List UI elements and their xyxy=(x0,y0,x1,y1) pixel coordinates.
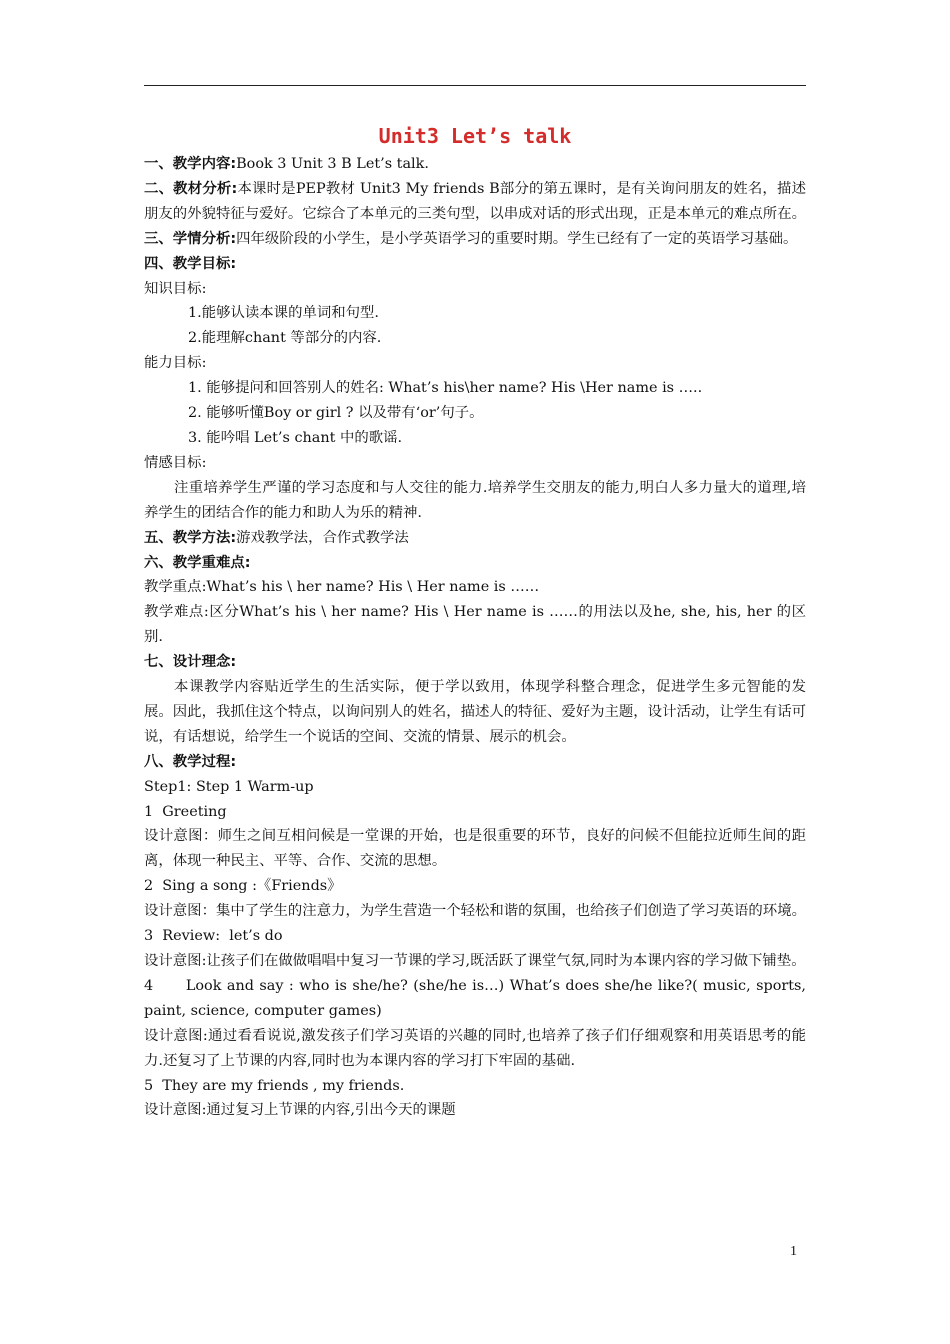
page-number: 1 xyxy=(790,1244,797,1259)
process-line: 设计意图:通过看看说说,激发孩子们学习英语的兴趣的同时,也培养了孩子们仔细观察和用英语思考的能力.还复习了上节课的内容,同时也为本课内容的学习打下牢固的基础. xyxy=(144,1027,806,1069)
process-line: 设计意图:让孩子们在做做唱唱中复习一节课的学习,既活跃了课堂气氛,同时为本课内容的学习做下铺垫。 xyxy=(144,953,806,969)
emotion-goals-label: 情感目标: xyxy=(144,454,207,471)
section-text: 四年级阶段的小学生，是小学英语学习的重要时期。学生已经有了一定的英语学习基础。 xyxy=(236,230,798,247)
process-line: 设计意图：集中了学生的注意力，为学生营造一个轻松和谐的氛围，也给孩子们创造了学习英语的环境。 xyxy=(144,903,806,920)
process-line: 5 They are my friends , my friends. xyxy=(144,1077,405,1094)
ability-goal-item: 1. 能够提问和回答别人的姓名: What’s his\her name? His \Her name is ….. xyxy=(188,380,707,397)
ability-goal-item: 3. 能吟唱 Let’s chant 中的歌谣. xyxy=(188,429,403,446)
section-content xyxy=(144,152,806,177)
process-line: 2 Sing a song :《Friends》 xyxy=(144,878,342,895)
process-line: 1 Greeting xyxy=(144,803,227,820)
section-methods xyxy=(144,526,806,551)
ability-goals-label: 能力目标: xyxy=(144,355,207,372)
page-title: Unit3 Let’s talk xyxy=(378,124,572,148)
difficult-point-text: 教学难点:区分What’s his \ her name? His \ Her name is ……的用法以及he, she, his, her 的区别. xyxy=(144,604,806,646)
section-heading: 三、学情分析: xyxy=(144,230,237,247)
section-heading-process: 八、教学过程: xyxy=(144,753,237,770)
section-heading-goals: 四、教学目标: xyxy=(144,255,237,272)
section-heading-keypoints: 六、教学重难点: xyxy=(144,554,251,571)
document-body xyxy=(144,120,811,1123)
section-heading: 二、教材分析: xyxy=(144,180,238,197)
section-heading: 一、教学内容: xyxy=(144,156,237,172)
knowledge-goal-item: 1.能够认读本课的单词和句型. xyxy=(188,305,379,322)
header-rule xyxy=(144,85,806,86)
section-text: Book 3 Unit 3 B Let’s talk. xyxy=(236,156,429,172)
knowledge-goal-item: 2.能理解chant 等部分的内容. xyxy=(188,330,382,347)
section-students xyxy=(144,227,806,252)
knowledge-goals-label: 知识目标: xyxy=(144,280,207,297)
process-line: 设计意图：师生之间互相问候是一堂课的开始，也是很重要的环节，良好的问候不但能拉近师生间的距离，体现一种民主、平等、合作、交流的思想。 xyxy=(144,828,806,870)
process-line: 4 Look and say : who is she/he? (she/he is…) What’s does she/he like?( music, sports, paint, science, computer games) xyxy=(144,977,811,1019)
process-line: 3 Review: let’s do xyxy=(144,928,283,945)
section-heading-concept: 七、设计理念: xyxy=(144,654,237,671)
section-analysis xyxy=(144,177,806,227)
section-heading: 五、教学方法: xyxy=(144,529,237,546)
process-line: 设计意图:通过复习上节课的内容,引出今天的课题 xyxy=(144,1102,456,1119)
key-point-text: 教学重点:What’s his \ her name? His \ Her name is …… xyxy=(144,579,540,596)
process-line: Step1: Step 1 Warm-up xyxy=(144,778,314,795)
concept-text: 本课教学内容贴近学生的生活实际，便于学以致用，体现学科整合理念，促进学生多元智能的发展。因此，我抓住这个特点，以询问别人的姓名，描述人的特征、爱好为主题，设计活动，让学生有话可说，有话想说，给学生一个说话的空间、交流的情景、展示的机会。 xyxy=(144,679,806,745)
section-text: 本课时是PEP教材 Unit3 My friends B部分的第五课时，是有关询问朋友的姓名，描述朋友的外貌特征与爱好。它综合了本单元的三类句型，以串成对话的形式出现，正是本单元的难点所在。 xyxy=(144,180,806,222)
ability-goal-item: 2. 能够听懂Boy or girl ? 以及带有‘or’句子。 xyxy=(188,405,484,422)
section-text: 游戏教学法，合作式教学法 xyxy=(236,529,409,546)
emotion-goal-text: 注重培养学生严谨的学习态度和与人交往的能力.培养学生交朋友的能力,明白人多力量大的道理,培养学生的团结合作的能力和助人为乐的精神. xyxy=(144,479,806,521)
